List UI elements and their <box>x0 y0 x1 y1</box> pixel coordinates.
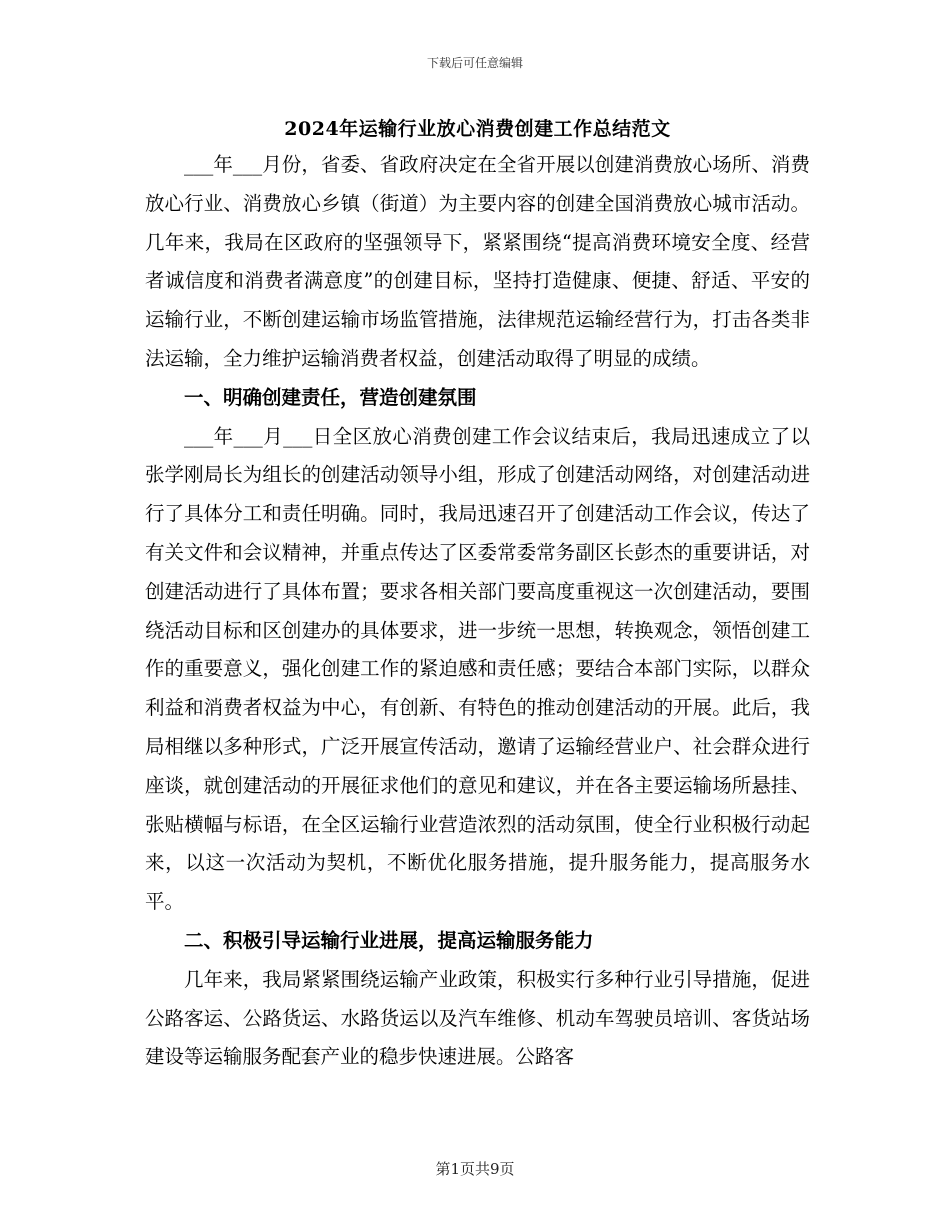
paragraph-intro: ___年___月份，省委、省政府决定在全省开展以创建消费放心场所、消费放心行业、消费放心乡镇（街道）为主要内容的创建全国消费放心城市活动。几年来，我局在区政府的坚强领导下，紧紧围绕“提高消费环境安全度、经营者诚信度和消费者满意度”的创建目标，坚持打造健康、便捷、舒适、平安的运输行业，不断创建运输市场监管措施，法律规范运输经营行为，打击各类非法运输，全力维护运输消费者权益，创建活动取得了明显的成绩。 <box>145 153 810 370</box>
section-heading-1: 一、明确创建责任，营造创建氛围 <box>184 385 477 409</box>
document-title: 2024年运输行业放心消费创建工作总结范文 <box>284 118 671 140</box>
section-heading-2: 二、积极引导运输行业进展，提高运输服务能力 <box>184 928 594 952</box>
page-footer: 第1页共9页 <box>435 1160 515 1178</box>
document-body <box>145 146 810 1077</box>
paragraph-section-2: 几年来，我局紧紧围绕运输产业政策，积极实行多种行业引导措施，促进公路客运、公路货运、水路货运以及汽车维修、机动车驾驶员培训、客货站场建设等运输服务配套产业的稳步快速进展。公路客 <box>145 967 810 1069</box>
page-header-note: 下载后可任意编辑 <box>426 56 523 70</box>
paragraph-section-1: ___年___月___日全区放心消费创建工作会议结束后，我局迅速成立了以张学刚局长为组长的创建活动领导小组，形成了创建活动网络，对创建活动进行了具体分工和责任明确。同时，我局迅速召开了创建活动工作会议，传达了有关文件和会议精神，并重点传达了区委常委常务副区长彭杰的重要讲话，对创建活动进行了具体布置；要求各相关部门要高度重视这一次创建活动，要围绕活动目标和区创建办的具体要求，进一步统一思想，转换观念，领悟创建工作的重要意义，强化创建工作的紧迫感和责任感；要结合本部门实际，以群众利益和消费者权益为中心，有创新、有特色的推动创建活动的开展。此后，我局相继以多种形式，广泛开展宣传活动，邀请了运输经营业户、社会群众进行座谈，就创建活动的开展征求他们的意见和建议，并在各主要运输场所悬挂、张贴横幅与标语，在全区运输行业营造浓烈的活动氛围，使全行业积极行动起来，以这一次活动为契机，不断优化服务措施，提升服务能力，提高服务水平。 <box>145 424 810 914</box>
